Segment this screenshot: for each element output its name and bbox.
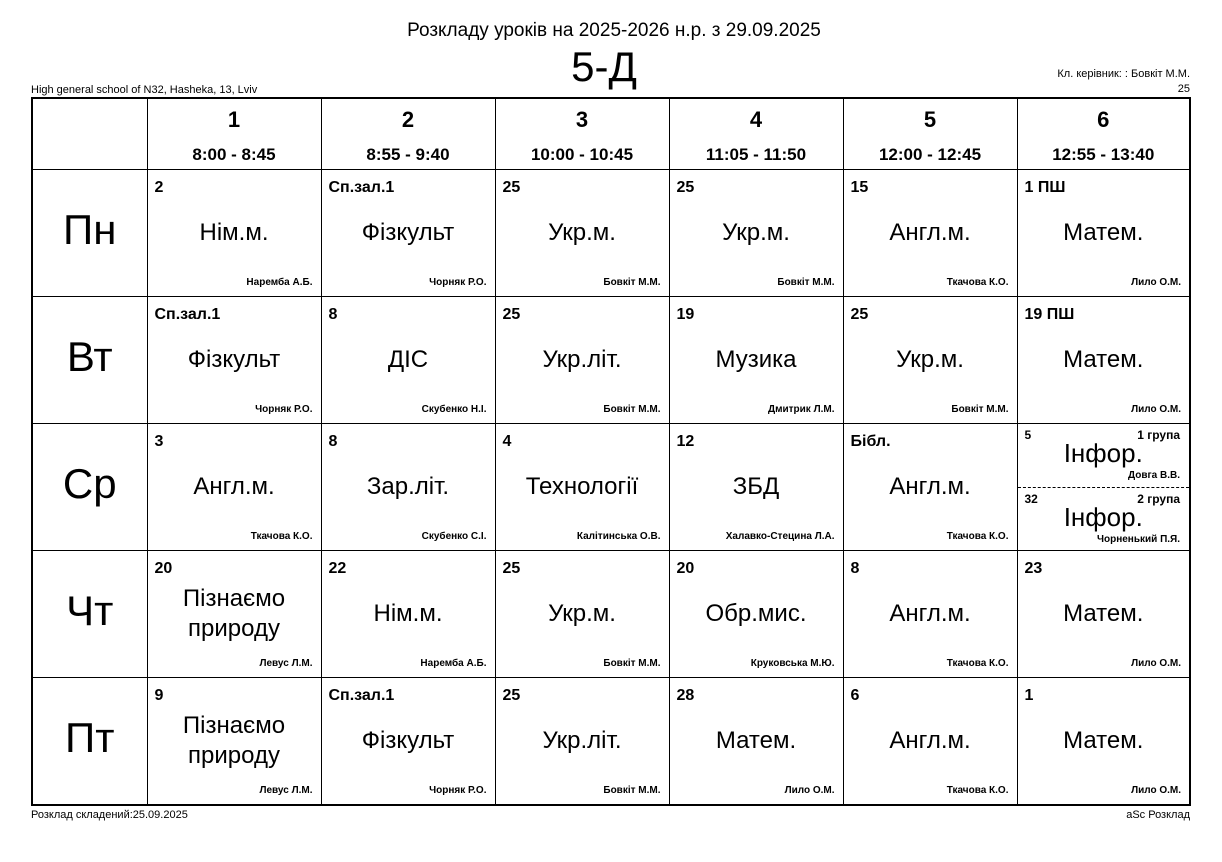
lesson-cell (147, 297, 321, 424)
subject-text: ЗБД (732, 473, 780, 500)
room-number: 25 (676, 179, 695, 196)
lesson-cell (495, 551, 669, 678)
subject-text: Укр.м. (722, 219, 790, 246)
day-cell (32, 551, 147, 678)
subject-text: Фізкульт (361, 727, 455, 754)
room-number: 12 (676, 433, 695, 450)
teacher-name: Скубенко Н.І. (421, 404, 487, 415)
lesson-cell (843, 551, 1017, 678)
lesson-cell (147, 424, 321, 551)
day-row-monday (32, 170, 1190, 297)
room-number: 28 (676, 687, 695, 704)
lesson-cell (843, 678, 1017, 806)
teacher-name: Лило О.М. (784, 785, 835, 796)
lesson-cell (147, 551, 321, 678)
period-number: 6 (1097, 107, 1110, 132)
lesson-cell (321, 551, 495, 678)
teacher-name: Левус Л.М. (259, 785, 313, 796)
group-label: 2 група (1137, 492, 1180, 506)
period-header-row (32, 98, 1190, 170)
split-lesson-cell (1017, 424, 1190, 551)
period-header (495, 98, 669, 170)
teacher-name: Калітинська О.В. (576, 531, 661, 542)
period-time: 11:05 - 11:50 (705, 145, 807, 164)
lesson-cell (669, 170, 843, 297)
subject-text-line1: Пізнаємо (182, 712, 286, 739)
teacher-name: Чорняк Р.О. (429, 277, 487, 288)
corner-cell (32, 98, 147, 170)
day-label: Вт (66, 333, 113, 380)
period-number: 5 (923, 107, 937, 132)
room-number: 15 (850, 179, 869, 196)
subject-text: Матем. (1063, 346, 1144, 373)
lesson-cell (495, 170, 669, 297)
teacher-name: Бовкіт М.М. (603, 404, 661, 415)
day-row-thursday (32, 551, 1190, 678)
lesson-cell (669, 297, 843, 424)
teacher-name: Чорненький П.Я. (1096, 534, 1180, 545)
subject-text: Технології (525, 473, 639, 500)
room-number: 1 (1024, 687, 1034, 704)
room-number: 9 (154, 687, 164, 704)
room-number: 25 (502, 687, 521, 704)
period-number: 2 (401, 107, 415, 132)
subject-text-line1: Пізнаємо (182, 585, 286, 612)
subject-text: Укр.м. (896, 346, 964, 373)
period-header (669, 98, 843, 170)
subject-text: Укр.м. (548, 600, 616, 627)
teacher-name: Лило О.М. (1131, 785, 1181, 796)
period-header (843, 98, 1017, 170)
teacher-name: Скубенко С.І. (421, 531, 487, 542)
teacher-name: Наремба А.Б. (246, 277, 313, 288)
subject-text: Нім.м. (373, 600, 443, 627)
lesson-cell (1017, 297, 1190, 424)
class-name: 5-Д (571, 43, 637, 90)
room-number: 5 (1024, 428, 1032, 442)
room-number: 25 (502, 179, 521, 196)
teacher-name: Чорняк Р.О. (255, 404, 313, 415)
room-number: 20 (154, 560, 173, 577)
room-number: 20 (676, 560, 695, 577)
teacher-name: Ткачова К.О. (250, 531, 313, 542)
teacher-name: Лило О.М. (1131, 277, 1181, 288)
period-header (147, 98, 321, 170)
teacher-name: Довга В.В. (1127, 470, 1180, 481)
teacher-name: Лило О.М. (1131, 658, 1181, 669)
subject-text: Англ.м. (889, 473, 971, 500)
subject-text: Нім.м. (199, 219, 269, 246)
subject-text: Укр.м. (548, 219, 616, 246)
lesson-cell (1017, 678, 1190, 806)
subject-text: Англ.м. (889, 600, 971, 627)
teacher-name: Бовкіт М.М. (603, 658, 661, 669)
teacher-name: Круковська М.Ю. (750, 658, 835, 669)
lesson-cell (321, 678, 495, 806)
lesson-cell (669, 551, 843, 678)
subject-text: Обр.мис. (705, 600, 807, 627)
subject-text-line2: природу (188, 742, 280, 769)
room-number: Сп.зал.1 (328, 687, 395, 704)
room-number: 23 (1024, 560, 1043, 577)
room-number: 4 (502, 433, 512, 450)
subject-text: Матем. (1063, 219, 1144, 246)
lesson-cell (843, 424, 1017, 551)
subject-text: Англ.м. (889, 219, 971, 246)
teacher-name: Чорняк Р.О. (429, 785, 487, 796)
day-label: Пн (63, 206, 117, 253)
lesson-cell (669, 424, 843, 551)
subject-text: Матем. (715, 727, 797, 754)
teacher-name: Ткачова К.О. (946, 658, 1009, 669)
app-name: aSc Розклад (1126, 809, 1190, 821)
lesson-cell (843, 170, 1017, 297)
subject-text: ДІС (387, 346, 429, 373)
teacher-name: Бовкіт М.М. (603, 785, 661, 796)
room-number: Сп.зал.1 (328, 179, 395, 196)
lesson-cell (1017, 551, 1190, 678)
period-number: 3 (575, 107, 589, 132)
room-number: Бібл. (850, 433, 891, 450)
subject-text: Фізкульт (361, 219, 455, 246)
room-number: 2 (154, 179, 164, 196)
day-label: Ср (62, 460, 117, 507)
day-row-friday (32, 678, 1190, 806)
lesson-cell (147, 170, 321, 297)
lesson-cell (1017, 170, 1190, 297)
timetable-title: Розкладу уроків на 2025-2026 н.р. з 29.09.2025 (407, 20, 821, 41)
period-time: 8:00 - 8:45 (192, 145, 276, 164)
subject-text: Фізкульт (187, 346, 281, 373)
day-row-tuesday (32, 297, 1190, 424)
teacher-name: Дмитрик Л.М. (767, 404, 835, 415)
teacher-name: Ткачова К.О. (946, 277, 1009, 288)
subject-text: Інфор. (1063, 438, 1143, 468)
period-time: 12:00 - 12:45 (878, 145, 982, 164)
group-label: 1 група (1137, 428, 1180, 442)
lesson-cell (669, 678, 843, 806)
room-number: 8 (328, 433, 338, 450)
subject-text-line2: природу (188, 615, 280, 642)
room-number: 25 (850, 306, 869, 323)
lesson-cell (321, 170, 495, 297)
day-label: Чт (66, 587, 114, 634)
subject-text: Укр.літ. (542, 346, 622, 373)
subject-text: Англ.м. (193, 473, 275, 500)
day-cell (32, 170, 147, 297)
teacher-name: Бовкіт М.М. (603, 277, 661, 288)
subject-text: Інфор. (1063, 502, 1143, 532)
room-number: 8 (850, 560, 860, 577)
teacher-name: Наремба А.Б. (420, 658, 487, 669)
day-cell (32, 424, 147, 551)
teacher-name: Бовкіт М.М. (777, 277, 835, 288)
lesson-cell (843, 297, 1017, 424)
subject-text: Музика (715, 346, 797, 373)
room-number: 22 (328, 560, 347, 577)
teacher-name: Ткачова К.О. (946, 785, 1009, 796)
period-number: 1 (227, 107, 241, 132)
subject-text: Укр.літ. (542, 727, 622, 754)
class-teacher: Кл. керівник: : Бовкіт М.М. (1057, 68, 1190, 80)
created-date: Розклад складений:25.09.2025 (31, 809, 188, 821)
day-cell (32, 678, 147, 806)
room-number: 1 ПШ (1024, 179, 1066, 196)
day-row-wednesday (32, 424, 1190, 551)
room-number: 25 (502, 306, 521, 323)
day-cell (32, 297, 147, 424)
room-number: 32 (1024, 492, 1038, 506)
room-number: 25 (502, 560, 521, 577)
teacher-name: Левус Л.М. (259, 658, 313, 669)
room-number: 19 (676, 306, 695, 323)
teacher-name: Бовкіт М.М. (951, 404, 1009, 415)
teacher-name: Лило О.М. (1131, 404, 1181, 415)
lesson-cell (495, 678, 669, 806)
teacher-name: Ткачова К.О. (946, 531, 1009, 542)
class-room: 25 (1177, 83, 1190, 95)
lesson-cell (147, 678, 321, 806)
school-name: High general school of N32, Hasheka, 13, Lviv (31, 84, 258, 96)
subject-text: Матем. (1063, 600, 1144, 627)
room-number: 3 (154, 433, 164, 450)
period-time: 12:55 - 13:40 (1052, 145, 1155, 164)
period-header (321, 98, 495, 170)
room-number: Сп.зал.1 (154, 306, 221, 323)
timetable-grid (31, 97, 1191, 806)
lesson-cell (495, 424, 669, 551)
subject-text: Матем. (1063, 727, 1144, 754)
subject-text: Зар.літ. (366, 473, 450, 500)
period-time: 10:00 - 10:45 (530, 145, 634, 164)
room-number: 19 ПШ (1024, 306, 1075, 323)
day-label: Пт (65, 714, 115, 761)
period-number: 4 (749, 107, 763, 132)
room-number: 6 (850, 687, 860, 704)
group-1-lesson (1018, 424, 1190, 488)
lesson-cell (321, 424, 495, 551)
subject-text: Англ.м. (889, 727, 971, 754)
period-header (1017, 98, 1190, 170)
group-2-lesson (1018, 488, 1190, 551)
lesson-cell (495, 297, 669, 424)
teacher-name: Халавко-Стецина Л.А. (725, 531, 835, 542)
period-time: 8:55 - 9:40 (366, 145, 450, 164)
lesson-cell (321, 297, 495, 424)
room-number: 8 (328, 306, 338, 323)
class-teacher-block (1057, 67, 1190, 97)
